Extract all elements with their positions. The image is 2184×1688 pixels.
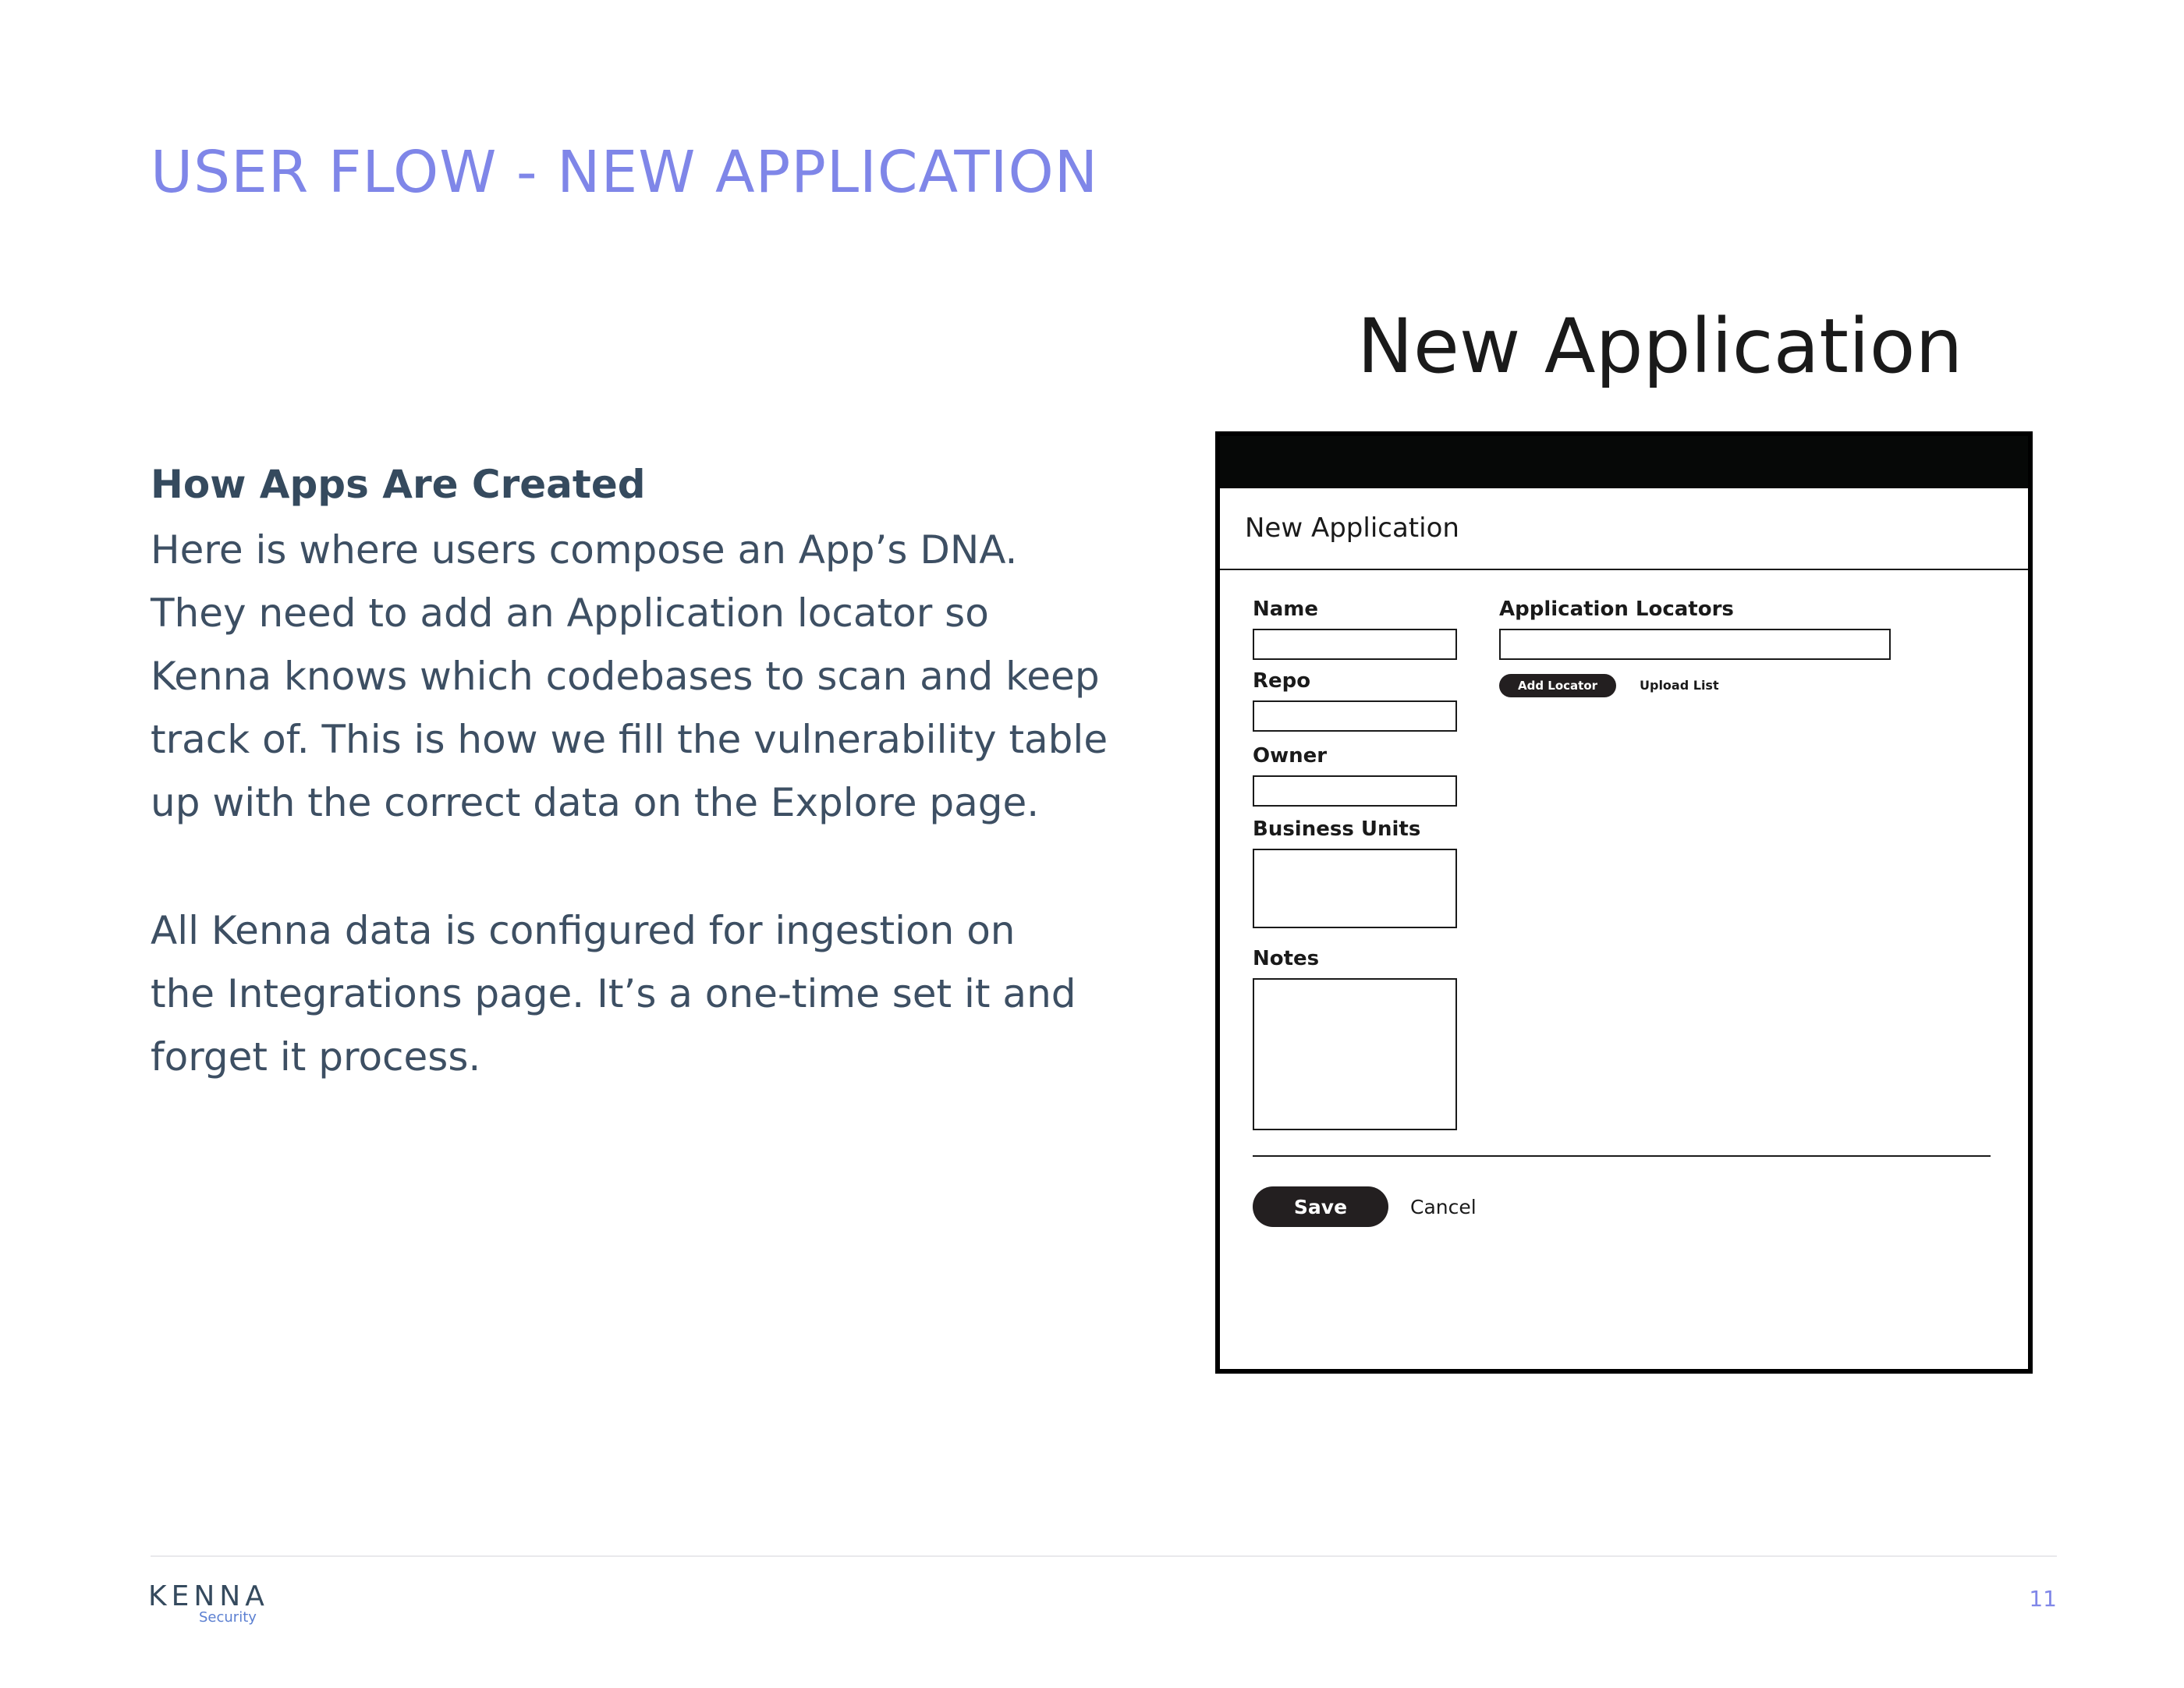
header-divider: [1220, 569, 2028, 570]
notes-label: Notes: [1253, 947, 1320, 970]
paragraph-line: track of. This is how we fill the vulnerability table: [151, 717, 1108, 762]
paragraph-line: Here is where users compose an App’s DNA.: [151, 527, 1018, 573]
page-number: 11: [2029, 1586, 2057, 1612]
new-application-mockup-window: [1215, 431, 2033, 1374]
description-paragraph-2: [151, 899, 1076, 1089]
notes-textarea[interactable]: [1253, 978, 1457, 1130]
paragraph-line: the Integrations page. It’s a one-time set it and: [151, 971, 1076, 1016]
paragraph-line: Kenna knows which codebases to scan and keep: [151, 654, 1100, 699]
upload-list-link[interactable]: Upload List: [1640, 678, 1719, 693]
application-locators-label: Application Locators: [1499, 598, 1734, 621]
slide-title: USER FLOW - NEW APPLICATION: [151, 139, 1099, 206]
window-top-bar: [1220, 436, 2028, 488]
add-locator-button[interactable]: Add Locator: [1499, 674, 1616, 697]
business-units-input[interactable]: [1253, 849, 1457, 928]
business-units-label: Business Units: [1253, 817, 1421, 841]
paragraph-line: All Kenna data is configured for ingestion on: [151, 908, 1016, 953]
paragraph-line: They need to add an Application locator so: [151, 590, 989, 636]
section-heading: How Apps Are Created: [151, 462, 646, 507]
repo-input[interactable]: [1253, 700, 1457, 732]
cancel-link[interactable]: Cancel: [1410, 1196, 1477, 1218]
window-title: New Application: [1245, 512, 1459, 544]
kenna-logo-subtitle: Security: [199, 1609, 257, 1626]
repo-label: Repo: [1253, 669, 1311, 693]
save-button[interactable]: Save: [1253, 1186, 1388, 1227]
owner-label: Owner: [1253, 744, 1328, 768]
form-divider: [1253, 1155, 1991, 1157]
mockup-heading: New Application: [1357, 303, 1963, 390]
description-paragraph-1: [151, 519, 1108, 835]
name-input[interactable]: [1253, 629, 1457, 660]
name-label: Name: [1253, 598, 1319, 621]
owner-input[interactable]: [1253, 775, 1457, 807]
paragraph-line: forget it process.: [151, 1034, 481, 1080]
paragraph-line: up with the correct data on the Explore page.: [151, 780, 1040, 825]
footer-divider: [151, 1555, 2057, 1557]
kenna-logo: KENNA: [148, 1580, 269, 1612]
application-locator-input[interactable]: [1499, 629, 1891, 660]
